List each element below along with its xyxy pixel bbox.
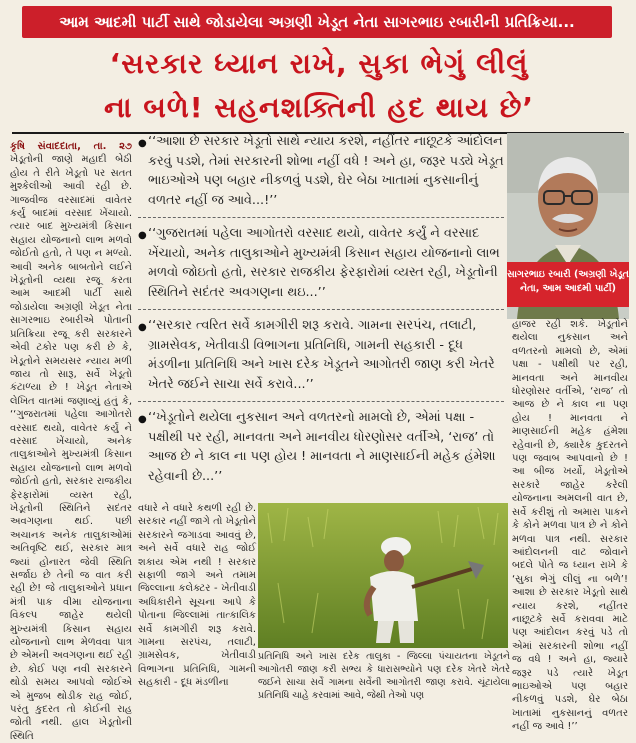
dateline: કૃષિ સંવાદદાતા, તા. ૨૭: [10, 141, 132, 152]
bullet-icon: ●: [138, 230, 147, 241]
top-banner: આમ આદમી પાર્ટી સાથે જોડાયેલા અગ્રણી ખેડૂત નેતા સાગરભાઇ રબારીની પ્રતિક્રિયા...: [22, 6, 612, 38]
bottom-text-strip: પ્રતિનિધિ અને ખાસ દરેક તાલુકા - જિલ્લા પંચાયતના ખેડૂતને આગોતરી જાણ કરી સભ્ય કે ધારાસભ્યોને પણ દરેક ખેતરે ખેતરે જઈને સાચા સર્વે ગામના સર્વેની આગોતરી જાણ કરાવે. ચૂંટાયેલા પ્રતિનિધિ ચાહે કરવામાં આવે, જેથી તેઓ પણ: [258, 651, 510, 701]
left-column-body: ખેડૂતોની જાણે મહાદી બેઠી હોય તે રીતે ખેડૂતો પર સતત મુશ્કેલીઓ આવી રહી છે. ગાજવીજ વરસાદમાં વાવેતર કર્યું બાદમાં વરસાદ ખેંચાયો. ત્યાર બાદ મુખ્યમંત્રી કિસાન સહાય યોજનાનો લાભ મળવો જોઈતો હતો, તે પણ ન મળ્યો. આવી અનેક બાબતોને લઈને ખેડૂતોની વ્યથા રજૂ કરતા આમ આદમી પાર્ટી સાથે જોડાયેલા અગ્રણી ખેડૂત નેતા સાગરભાઇ રબારીએ પોતાની પ્રતિક્રિયા રજૂ કરી સરકારને એવી ટકોર પણ કરી છે કે, ખેડૂતોને સમયસર ન્યાય મળી જાય તો સારૂ, સર્વે ખેડૂતો કંટાળ્યા છે ! ખેડૂત નેતાએ લેખિત વાતમાં જણાવ્યું હતું કે, ‘‘ગુજરાતમાં પહેલા આગોતરો વરસાદ થયો, વાવેતર કર્યું ને વરસાદ ખેંચાયો, અનેક તાલુકાઓને મુખ્યમંત્રી કિસાન સહાય યોજનાનો લાભ મળવો જોઈતો હતો, સરકાર રાજકીય ફેરફારોમાં વ્યસ્ત રહી, ખેડૂતોની સ્થિતિને સદંતર અવગણના થઈ. પછી અચાનક અનેક તાલુકાઓમાં અતિવૃષ્ટિ થઈ, સરકાર માત્ર જ્યાં હોનારત જેવી સ્થિતિ સર્જાઇ છે તેની જ વાત કરી રહી છે! જે તાલુકાઓને પ્રધાન મંત્રી પાક વીમા યોજનાના વિકલ્પ જાહેર થયેલી મુખ્યમંત્રી કિસાન સહાય યોજનાનો લાભ મેળવવા પાત્ર છે એમની અવગણના થઈ રહી છે. કોઈ પણ નવી સરકારને થોડો સમય આપવો જોઈએ એ મુજબ થોડીક રાહ જોઈ, પરંતુ કુદરત તો કોઈની રાહ જોતી નથી. હાલ ખેડૂતોની સ્થિતિ: [10, 154, 132, 742]
quote-item: [138, 224, 504, 302]
headline: [14, 42, 624, 130]
middle-lower-column: વધારે ને વધારે કથળી રહી છે. સરકાર નહીં જાગે તો ખેડૂતોને સરકારને જગાડવા આવવું છે, અને સર્વે વધારે રાહ જોઈ શકાય એમ નથી ! સરકાર સફાળી જાગે અને તમામ જિલ્લાના કલેક્ટર - ખેતીવાડી અધિકારીને સૂચના આપે કે પોતાના જિલ્લામાં તાત્કાલિક સર્વે કામગીરી શરૂ કરાવે. ગામના સરપંચ, તલાટી, ગ્રામસેવક, ખેતીવાડી વિભાગના પ્રતિનિધિ, ગામની સહકારી - દૂધ મંડળીના: [138, 503, 256, 689]
quote-list: [138, 132, 504, 493]
quote-item: [138, 408, 504, 486]
quote-text: ‘‘આશા છે સરકાર ખેડૂતો સાથે ન્યાય કરશે, નહીંતર નાછૂટકે આંદોલન કરવું પડશે, તેમાં સરકારની શોભા નહીં વધે ! અને હા, જરૂર પડ્યે ખેડૂત ભાઇઓએ પણ બહાર નીકળવું પડશે, ઘેર બેઠા ખાતામાં નુકસાનીનું વળતર નહીં જ આવે...!’’: [148, 134, 504, 208]
photo-caption-line-1: સાગરભાઇ રબારી (અગ્રણી ખેડૂત: [507, 269, 629, 280]
photo-caption-line-2: નેતા, આમ આદમી પાર્ટી): [520, 283, 616, 294]
quote-item: [138, 132, 504, 210]
quote-separator: [138, 401, 504, 402]
left-article-column: [10, 140, 132, 742]
farmer-field-photo: [258, 503, 508, 648]
bullet-icon: ●: [138, 138, 147, 149]
bullet-icon: ●: [138, 322, 147, 333]
photo-caption: [507, 262, 629, 307]
quote-separator: [138, 217, 504, 218]
quote-item: [138, 316, 504, 394]
bullet-icon: ●: [138, 414, 147, 425]
quote-separator: [138, 309, 504, 310]
headline-line-1: ‘સરકાર ધ્યાન રાખે, સુકા ભેગું લીલું: [109, 47, 529, 80]
quote-text: ‘‘ખેડૂતોને થયેલા નુકસાન અને વળતરનો મામલો છે, એમાં પક્ષા - પક્ષીથી પર રહી, માનવતા અને માનવીય ધોરણોસર વર્તીએ, ‘રાજ’ તો આજ છે ને કાલ ના પણ હોય ! માનવતા ને માણસાઈની મહેક હંમેશા રહેવાની છે...’’: [148, 410, 496, 484]
farmer-illustration: [258, 503, 508, 648]
quote-text: ‘‘સરકાર ત્વરિત સર્વે કામગીરી શરૂ કરાવે. ગામના સરપંચ, તલાટી, ગ્રામસેવક, ખેતીવાડી વિભાગના પ્રતિનિધિ, ગામની સહકારી - દૂધ મંડળીના પ્રતિનિધિ અને ખાસ દરેક ખેડૂતને આગોતરી જાણ કરી ખેતરે ખેતરે જઈને સાચા સર્વે કરાવે...’’: [148, 318, 495, 392]
headline-line-2: ના બળે! સહનશક્તિની હદ થાય છે’: [103, 91, 535, 124]
quote-text: ‘‘ગુજરાતમાં પહેલા આગોતરો વરસાદ થયો, વાવેતર કર્યું ને વરસાદ ખેંચાયો, અનેક તાલુકાઓને મુખ્યમંત્રી કિસાન સહાય યોજનાનો લાભ મળવો જોઇતો હતો, સરકાર રાજકીય ફેરફારોમાં વ્યસ્ત રહી, ખેડૂતોની સ્થિતિને સદંતર અવગણના થઇ...’’: [148, 226, 500, 300]
right-article-column: હાજર રહી શકે. ખેડૂતોને થયેલા નુકસાન અને વળતરનો મામલો છે, એમાં પક્ષા - પક્ષીથી પર રહી, માનવતા અને માનવીય ધોરણોસર વર્તીએ, ‘રાજ’ તો આજ છે ને કાલ ના પણ હોય ! માનવતા ને માણસાઈની મહેક હંમેશા રહેવાની છે, ક્યારેક કુદરતને પણ જવાબ આપવાનો છે ! આ બીજ ખર્યો, ખેડૂતોએ સરકારે જાહેર કરેલી યોજનાના અમલની વાત છે, સર્વે કરીશું તો અમારા પાકને કે કોને મળવા પાત્ર છે ને કોને મળવા પાત્ર નથી. સરકાર આંદોલનની વાટ જોવાને બદલે પોતે જ ધ્યાન રાખે કે ‘સુકા ભેગું લીલું ના બળે’! આશા છે સરકાર ખેડૂતો સાથે ન્યાય કરશે, નહીંતર નાછૂટકે સર્વે કરાવવા માટે પણ આંદોલન કરવું પડે તો એમાં સરકારની શોભા નહીં જ વધે ! અને હા, જ્યારે જરૂર પડે ત્યારે ખેડૂત ભાઇઓએ પણ બહાર નીકળવું પડશે, ઘેર બેઠા ખાતામાં નુકસાનનું વળતર નહીં જ આવે !’’: [512, 319, 628, 733]
